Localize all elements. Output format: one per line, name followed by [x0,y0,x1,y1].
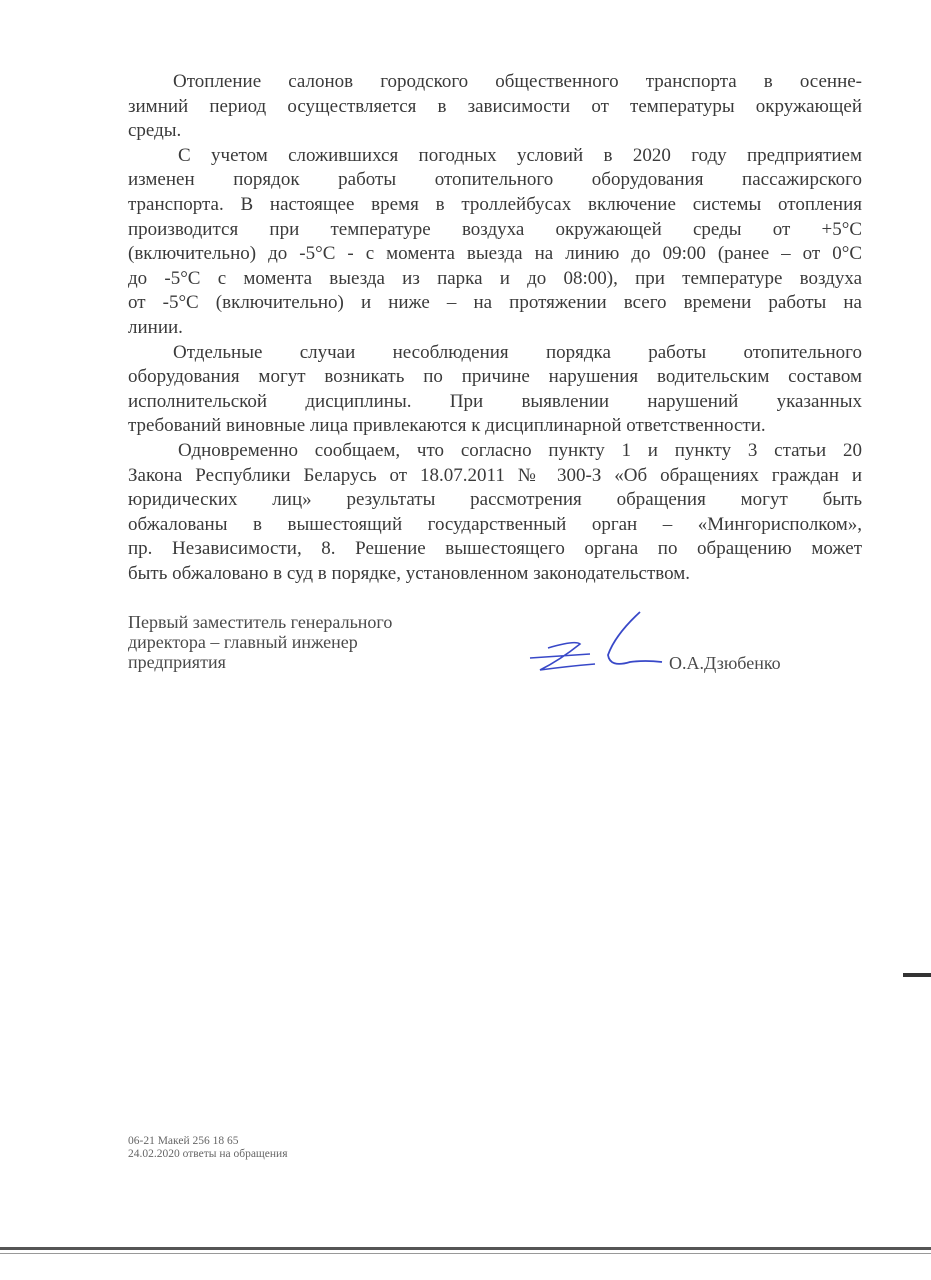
scan-bottom-edge [0,1247,931,1250]
scan-bottom-edge-thin [0,1253,931,1254]
text-line: транспорта. В настоящее время в троллейбусах включение системы отопления [128,193,862,215]
text-line: изменен порядок работы отопительного оборудования пассажирского [128,169,862,191]
text-line: (включительно) до -5°С - с момента выезда на линию до 09:00 (ранее – от 0°С [128,243,862,265]
paragraph-weather [128,144,862,341]
signatory-name: О.А.Дзюбенко [669,653,781,673]
text-line: Одновременно сообщаем, что согласно пункту 1 и пункту 3 статьи 20 [178,439,862,461]
text-line: до -5°С с момента выезда из парка и до 08:00), при температуре воздуха [128,267,862,289]
paragraph-violations [128,341,862,439]
letter-body [128,70,862,586]
text-line: обжалованы в вышестоящий государственный орган – «Мингорисполком», [128,513,862,535]
text-line: оборудования могут возникать по причине нарушения водительским составом [128,366,862,388]
footer-contact: 06-21 Макей 256 18 65 [128,1135,239,1147]
text-line: С учетом сложившихся погодных условий в 2020 году предприятием [178,144,862,166]
text-line: быть обжаловано в суд в порядке, установленном законодательством. [128,562,690,584]
text-line: исполнительской дисциплины. При выявлении нарушений указанных [128,390,862,412]
scan-edge-mark [903,973,931,977]
text-line: Закона Республики Беларусь от 18.07.2011 № 300-З «Об обращениях граждан и [128,464,862,486]
paragraph-heating [128,70,862,144]
text-line: производится при температуре воздуха окружающей среды от +5°С [128,218,862,240]
signatory-title-line: Первый заместитель генерального [128,612,393,632]
signatory-title [128,612,392,672]
text-line: среды. [128,120,182,142]
text-line: линии. [128,316,183,338]
handwritten-signature [520,610,670,680]
text-line: пр. Независимости, 8. Решение вышестоящего органа по обращению может [128,538,862,560]
text-line: юридических лиц» результаты рассмотрения обращения могут быть [128,489,862,511]
text-line: зимний период осуществляется в зависимости от температуры окружающей [128,95,862,117]
signatory-title-line: директора – главный инженер [128,632,358,652]
text-line: Отдельные случаи несоблюдения порядка работы отопительного [173,341,862,363]
text-line: требований виновные лица привлекаются к дисциплинарной ответственности. [128,415,766,437]
text-line: Отопление салонов городского общественного транспорта в осенне- [173,71,862,92]
footer-note [128,1135,288,1161]
text-line: от -5°С (включительно) и ниже – на протяжении всего времени работы на [128,292,862,314]
footer-date: 24.02.2020 ответы на обращения [128,1148,288,1160]
signatory-title-line: предприятия [128,652,226,672]
paragraph-appeal [128,439,862,587]
